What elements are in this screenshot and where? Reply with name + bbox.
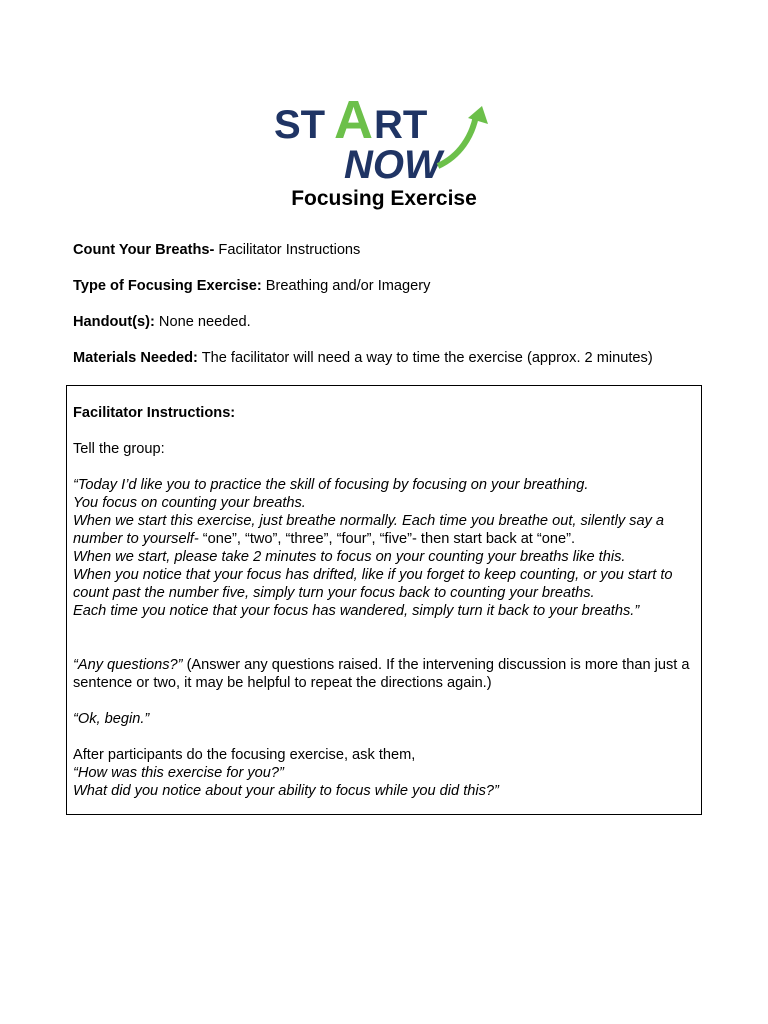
script-line-6: Each time you notice that your focus has wandered, simply turn it back to your breaths.” [73, 603, 640, 619]
logo-now-text: NOW [344, 143, 442, 184]
exercise-name-value: Facilitator Instructions [214, 242, 361, 258]
ask-question-1: “How was this exercise for you?” [73, 765, 284, 781]
script-line-2: You focus on counting your breaths. [73, 495, 306, 511]
script-line-1: “Today I’d like you to practice the skill of focusing by focusing on your breathing. [73, 477, 589, 493]
start-now-logo-graphic [272, 74, 496, 184]
materials-line [73, 349, 653, 367]
facilitator-instructions-box [66, 385, 702, 815]
materials-label: Materials Needed: [73, 350, 198, 366]
begin-text: “Ok, begin.” [73, 711, 150, 727]
logo-rt-text: RT [374, 103, 428, 147]
logo-arrow-icon [438, 116, 476, 166]
questions-note: (Answer any questions raised. If the intervening discussion is more than just a sentence or two, it may be helpful to repeat the directions again.) [73, 657, 690, 691]
handouts-label: Handout(s): [73, 314, 155, 330]
script-line-3-count: “one”, “two”, “three”, “four”, “five”- then start back at “one”. [198, 531, 576, 547]
questions-quote: “Any questions?” [73, 657, 183, 673]
script-line-5: When you notice that your focus has drifted, like if you forget to keep counting, or you start to count past the number five, simply turn your focus back to counting your breaths. [73, 567, 673, 601]
script-line-3-main: When we start this exercise, just breathe normally. Each time you breathe out, silently say a number to yourself- [73, 513, 665, 547]
script-line-3 [73, 512, 697, 548]
exercise-name-label: Count Your Breaths- [73, 242, 215, 258]
after-exercise-text: After participants do the focusing exercise, ask them, [73, 747, 416, 763]
exercise-name-line [73, 241, 360, 259]
ask-question-2: What did you notice about your ability to focus while you did this?” [73, 783, 499, 799]
instructions-heading: Facilitator Instructions: [73, 405, 236, 421]
logo-a-text: A [334, 90, 373, 150]
exercise-type-label: Type of Focusing Exercise: [73, 278, 262, 294]
tell-group-text: Tell the group: [73, 441, 165, 457]
facilitator-instructions-content [73, 404, 697, 800]
logo-st-text: ST [274, 103, 326, 147]
script-line-4: When we start, please take 2 minutes to focus on your counting your breaths like this. [73, 549, 626, 565]
page-title: Focusing Exercise [291, 187, 477, 210]
handouts-value: None needed. [154, 314, 251, 330]
questions-paragraph [73, 656, 697, 692]
logo-arrowhead-icon [468, 106, 488, 124]
handouts-line [73, 313, 251, 331]
exercise-type-value: Breathing and/or Imagery [261, 278, 431, 294]
start-now-logo [272, 74, 496, 184]
exercise-type-line [73, 277, 430, 295]
materials-value: The facilitator will need a way to time the exercise (approx. 2 minutes) [197, 350, 653, 366]
